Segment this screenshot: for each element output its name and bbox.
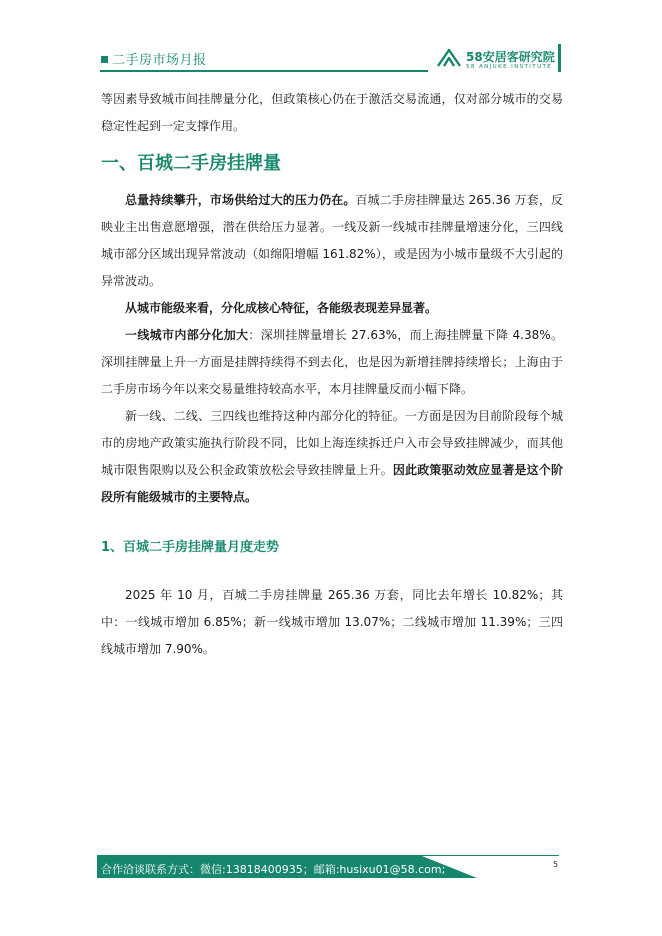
logo-english-name: 58 ANJUKE INSTITUTE [466,64,553,70]
paragraph-lead: 一线城市内部分化加大 [125,328,249,342]
section-heading: 一、百城二手房挂牌量 [101,153,281,174]
header-square-icon [101,56,108,63]
paragraph-lead: 总量持续攀升，市场供给过大的压力仍在。 [125,193,356,207]
header-accent-bar [558,44,561,72]
header-title: 二手房市场月报 [112,53,207,68]
paragraph-text: ：深圳挂牌量增长 27.63%，而上海挂牌量下降 4.38%。深圳挂牌量上升一方面是挂牌持续得不到去化，也是因为新增挂牌持续增长；上海由于二手房市场今年以来交易量维持较高水平，本月挂牌量反而小幅下降。 [101,328,563,396]
house-logo-icon [436,46,462,68]
footer-contact-text: 合作洽谈联系方式：微信:13818400935；邮箱:husixu01@58.com; [101,863,446,876]
paragraph-total-supply [101,187,563,295]
intro-paragraph: 等因素导致城市间挂牌量分化，但政策核心仍在于激活交易流通，仅对部分城市的交易稳定性起到一定支撑作用。 [101,92,563,133]
paragraph-conclusion: 因此政策驱动效应显著是这个阶段所有能级城市的主要特点。 [101,463,563,504]
paragraph-other-tiers [101,403,563,511]
paragraph-text: 百城二手房挂牌量达 265.36 万套，反映业主出售意愿增强，潜在供给压力显著。一线及新一线城市挂牌量增速分化，三四线城市部分区域出现异常波动（如绵阳增幅 161.82%），或是因为小城市量级不大引起的异常波动。 [101,193,563,288]
paragraph-lead: 从城市能级来看，分化成核心特征，各能级表现差异显著。 [125,301,438,315]
footer-contact-bar [97,856,477,878]
paragraph-city-tier [101,295,563,322]
paragraph-text: 新一线、二线、三四线也维持这种内部分化的特征。一方面是因为目前阶段每个城市的房地产政策实施执行阶段不同，比如上海连续拆迁户入市会导致挂牌减少，而其他城市限售限购以及公积金政策放松会导致挂牌量上升。 [101,409,563,477]
page-header [0,0,662,80]
header-rule [100,70,428,72]
logo-chinese-name: 58安居客研究院 [466,50,555,64]
page-number: 5 [553,860,559,869]
institute-logo [436,44,554,74]
document-body [101,86,563,663]
paragraph-monthly-trend: 2025 年 10 月，百城二手房挂牌量 265.36 万套，同比去年增长 10.82%；其中：一线城市增加 6.85%；新一线城市增加 13.07%；二线城市增加 11.39%；三四线城市增加 7.90%。 [101,588,563,656]
subsection-heading: 1、百城二手房挂牌量月度走势 [101,540,280,555]
paragraph-tier1 [101,322,563,403]
